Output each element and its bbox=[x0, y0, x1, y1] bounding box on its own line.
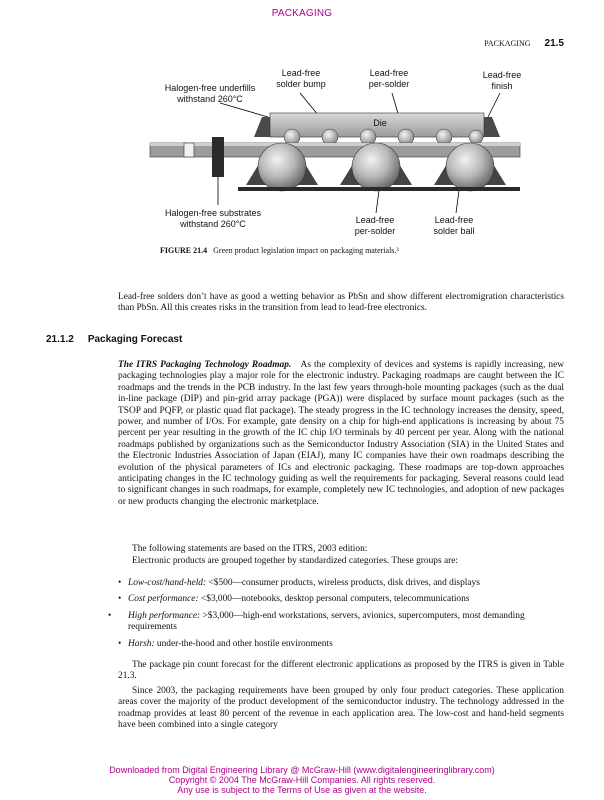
running-title: PACKAGING bbox=[484, 39, 531, 48]
bullet-item: • Harsh: under-the-hood and other hostile environments bbox=[118, 638, 333, 649]
label-per-solder-top: Lead-free per-solder bbox=[368, 68, 410, 89]
paragraph-2: The following statements are based on the ITRS, 2003 edition: bbox=[132, 544, 368, 554]
footer-copyright: Copyright © 2004 The McGraw-Hill Companies. All rights reserved. bbox=[168, 775, 436, 785]
label-halogen-substrates: Halogen-free substrates withstand 260°C bbox=[164, 208, 262, 229]
section-number: 21.1.2 bbox=[46, 334, 74, 345]
running-head bbox=[484, 38, 564, 49]
top-label: PACKAGING bbox=[271, 8, 333, 19]
page-number: 21.5 bbox=[544, 38, 564, 49]
label-finish: Lead-free finish bbox=[482, 70, 522, 91]
footer-download-link[interactable]: Downloaded from Digital Engineering Library @ McGraw-Hill (www.digitalengineeringlibrary.com) bbox=[109, 765, 495, 775]
intro-paragraph: Lead-free solders don’t have as good a wetting behavior as PbSn and show different electromigration characteristics than PbSn. All this creates risks in the transition from lead to lead-free electronics. bbox=[118, 292, 564, 314]
board bbox=[238, 187, 520, 191]
label-solder-bump: Lead-free solder bump bbox=[276, 68, 326, 89]
solder-balls bbox=[258, 143, 494, 191]
footer-terms: Any use is subject to the Terms of Use as given at the website. bbox=[177, 785, 427, 795]
footer bbox=[0, 765, 604, 795]
label-die: Die bbox=[373, 118, 387, 128]
bullet-list bbox=[108, 578, 564, 650]
section-title: Packaging Forecast bbox=[87, 334, 183, 345]
paragraph-5: Since 2003, the packaging requirements have been grouped by only four product categories. These application areas cover the majority of the product development of the semiconductor industry. The technology addressed in the roadmap provides at least 80 percent of the revenue in each application area. The low-cost and hand-held segments have been combined into a single category bbox=[118, 686, 564, 731]
roadmap-paragraph bbox=[118, 360, 564, 508]
paragraph-4: The package pin count forecast for the different electronic applications as proposed by the ITRS is given in Table 21.3. bbox=[118, 660, 564, 682]
label-per-solder-bottom: Lead-free per-solder bbox=[354, 215, 396, 236]
label-solder-ball: Lead-free solder ball bbox=[433, 215, 475, 236]
figure-caption bbox=[160, 246, 399, 255]
section-heading bbox=[46, 334, 182, 345]
bullet-item: • High performance: >$3,000—high-end workstations, servers, avionics, supercomputers, most demanding requirements bbox=[108, 610, 525, 633]
paragraph-1: As the complexity of devices and systems is rapidly increasing, new packaging technologies play a major role for the electronic industry. Packaging roadmaps are caught between the IC roadmaps and the trends in the PCB industry. In the last few years through-hole mounting packages (such as the dual in-line package (DIP) and pin-grid array package (PGA)) were displaced by surface mount packages (such as the TSOP and PQFP, or plastic quad flat package). The steady progress in the IC technology increases the density, speed, power, and number of I/Os. For example, gate density on a chip for high-end applications is increasing by about 75 percent per year resulting in the growth of the IC chip I/O terminals by 40 percent per year. Along with the national roadmaps published by organizations such as the Semiconductor Industry Association (SIA) in the United States and the Electronic Industries Association of Japan (EIAJ), many IC companies have their own roadmaps describing the evolution of the physical parameters of ICs and electronic packaging. These roadmaps are top-down approaches anticipating changes in the IC technology guiding as well the requirements for packaging. Several reasons could lead to significant changes in such roadmaps, for example, completely new IC technologies, and adoption of new packages or new products changing the electronic marketplace. bbox=[118, 360, 565, 507]
bullet-item: • Low-cost/hand-held: <$500—consumer products, wireless products, disk drives, and displays bbox=[118, 578, 480, 588]
figure-caption-text: Green product legislation impact on packaging materials.³ bbox=[213, 246, 399, 255]
label-halogen-underfills: Halogen-free underfills withstand 260°C bbox=[164, 83, 256, 104]
paragraph-3: Electronic products are grouped together by standardized categories. These groups are: bbox=[132, 556, 459, 566]
lead-in: The ITRS Packaging Technology Roadmap. bbox=[118, 360, 292, 370]
figure-caption-number: FIGURE 21.4 bbox=[160, 246, 208, 255]
substrate-edge bbox=[212, 137, 224, 177]
bullet-item: • Cost performance: <$3,000—notebooks, desktop personal computers, telecommunications bbox=[118, 594, 470, 605]
